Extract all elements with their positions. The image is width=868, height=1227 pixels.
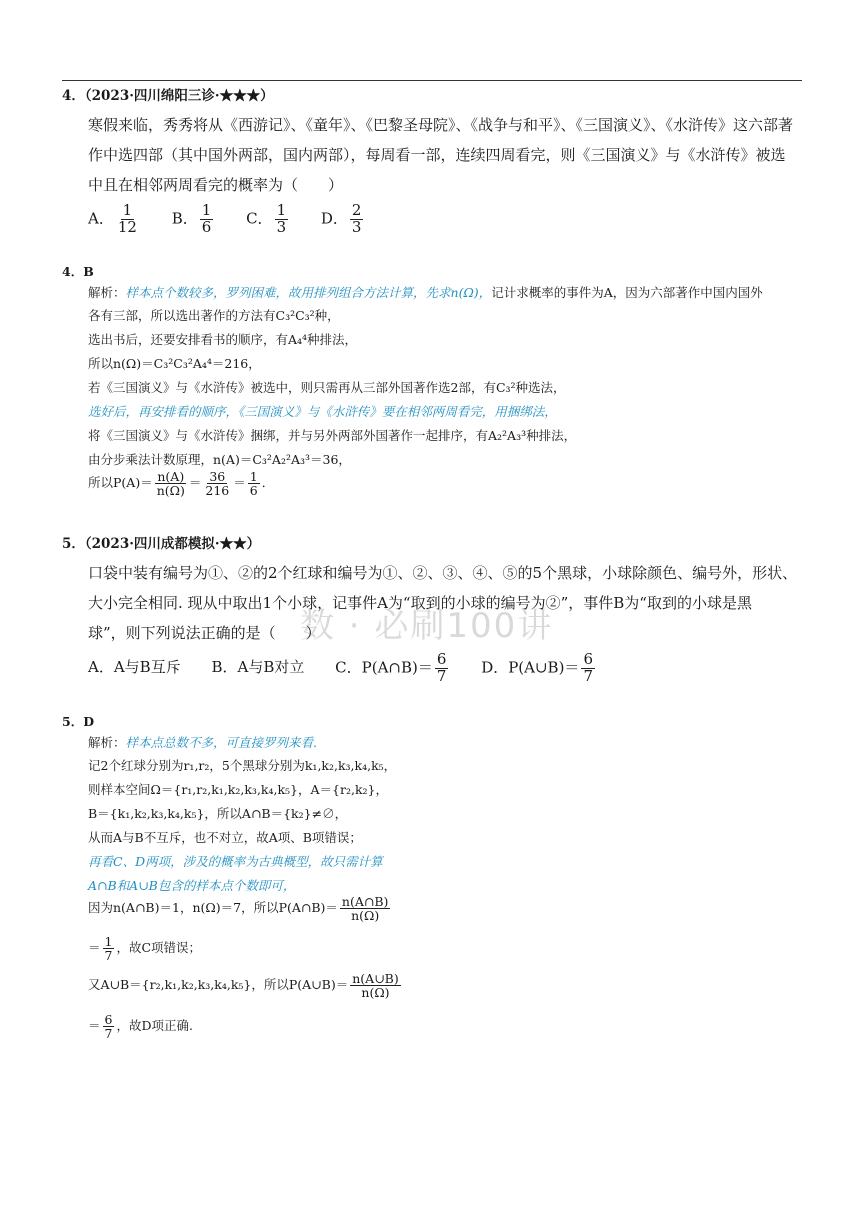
- option-c: [335, 652, 450, 685]
- denominator: 6: [249, 483, 258, 499]
- equals-sign: ＝: [188, 475, 202, 491]
- denominator: n(Ω): [361, 985, 390, 1001]
- conclusion-text: ，故C项错误；: [116, 940, 202, 956]
- analysis-label: 解析：: [88, 285, 126, 300]
- fraction-1-7: [103, 935, 115, 962]
- equals-sign: ＝: [88, 1018, 101, 1034]
- fraction-nAcupB-nOmega: [350, 972, 401, 999]
- fraction-6-7: [103, 1013, 115, 1040]
- numerator: 6: [583, 650, 593, 668]
- numerator: 6: [436, 650, 447, 668]
- question-5-heading: 5．（2023·四川成都模拟·★★）: [62, 536, 261, 552]
- denominator: 7: [436, 666, 447, 685]
- question-4-text-line-3: 中且在相邻两周看完的概率为（ ）: [88, 176, 344, 194]
- option-d: [481, 652, 597, 685]
- equals-sign: ＝: [233, 475, 246, 491]
- option-c-denominator: 3: [276, 217, 287, 236]
- numerator: 1: [249, 469, 258, 484]
- option-c-label: C．: [246, 209, 273, 228]
- formula-prefix: 所以P(A)＝: [88, 475, 153, 491]
- option-c-fraction: [275, 203, 289, 236]
- question-5-options: [88, 652, 623, 685]
- analysis-label: 解析：: [88, 735, 126, 750]
- answer-4-line-9: [88, 470, 274, 497]
- answer-5-line-3: 则样本空间Ω＝{r₁,r₂,k₁,k₂,k₃,k₄,k₅}，A＝{r₂,k₂}，: [88, 782, 388, 797]
- analysis-note: 样本点个数较多，罗列困难，故用排列组合方法计算，先求n(Ω)，: [125, 285, 492, 300]
- option-c-fraction: [435, 652, 449, 685]
- answer-4-heading: 4．B: [62, 264, 94, 279]
- formula-prefix: 因为n(A∩B)＝1，n(Ω)＝7，所以P(A∩B)＝: [88, 900, 338, 916]
- fraction-nA-nOmega: [155, 470, 187, 497]
- answer-5-line-1: [88, 733, 317, 751]
- option-a-denominator: 12: [117, 217, 137, 236]
- option-b-denominator: 6: [201, 217, 212, 236]
- answer-5-line-10: [88, 972, 403, 999]
- answer-4-line-4: 所以n(Ω)＝C₃²C₃²A₄⁴＝216，: [88, 356, 261, 371]
- question-4-text-line-1: 寒假来临，秀秀将从《西游记》、《童年》、《巴黎圣母院》、《战争与和平》、《三国演义》、《水浒传》这六部著: [88, 116, 794, 134]
- answer-4-line-8: 由分步乘法计数原理，n(A)＝C₃²A₂²A₃³＝36，: [88, 452, 351, 467]
- answer-4-line-6: 选好后，再安排看的顺序，《三国演义》与《水浒传》要在相邻两周看完，用捆绑法，: [88, 404, 557, 419]
- option-d-denominator: 3: [351, 217, 362, 236]
- option-b: B．A与B对立: [211, 658, 305, 677]
- denominator: 7: [104, 948, 113, 964]
- answer-5-line-11: [88, 1013, 193, 1040]
- question-4-text-line-2: 作中选四部（其中国外两部，国内两部），每周看一部，连续四周看完，则《三国演义》与《水浒传》被选: [88, 146, 786, 164]
- option-d-numerator: 2: [351, 201, 362, 219]
- numerator: 36: [209, 469, 226, 484]
- option-c-numerator: 1: [276, 201, 287, 219]
- answer-5-line-9: [88, 935, 201, 962]
- option-b-numerator: 1: [201, 201, 212, 219]
- option-a-fraction: [116, 203, 139, 236]
- answer-4-line-2: 各有三部，所以选出著作的方法有C₃²C₃²种，: [88, 308, 340, 323]
- answer-5-line-2: 记2个红球分别为r₁,r₂，5个黑球分别为k₁,k₂,k₃,k₄,k₅，: [88, 758, 397, 773]
- denominator: 7: [583, 666, 593, 685]
- denominator: n(Ω): [156, 483, 185, 499]
- option-d-fraction: [350, 203, 364, 236]
- answer-5-line-8: [88, 895, 392, 922]
- numerator: 1: [104, 934, 113, 949]
- period: ．: [261, 475, 275, 491]
- option-a: A．A与B互斥: [88, 658, 181, 677]
- answer-5-heading: 5．D: [62, 714, 95, 729]
- denominator: n(Ω): [351, 908, 380, 924]
- answer-4-line-1: [88, 283, 763, 301]
- option-d: [321, 203, 366, 236]
- formula-prefix: 又A∪B＝{r₂,k₁,k₂,k₃,k₄,k₅}，所以P(A∪B)＝: [88, 977, 349, 993]
- numerator: n(A∪B): [352, 971, 399, 986]
- option-c-label: C．P(A∩B)＝: [335, 658, 433, 677]
- option-a-numerator: 1: [122, 201, 133, 219]
- numerator: n(A∩B): [341, 894, 389, 909]
- analysis-note: 样本点总数不多，可直接罗列来看.: [125, 735, 317, 750]
- answer-4-line-3: 选出书后，还要安排看书的顺序，有A₄⁴种排法，: [88, 332, 358, 347]
- question-5-text-line-2: 大小完全相同. 现从中取出1个小球，记事件A为“取到的小球的编号为②”，事件B为“取到的小球是黑: [88, 594, 752, 612]
- answer-5-line-7: A∩B和A∪B包含的样本点个数即可，: [88, 878, 296, 893]
- denominator: 216: [205, 483, 230, 499]
- answer-4-line-5: 若《三国演义》与《水浒传》被选中，则只需再从三部外国著作选2部，有C₃²种选法，: [88, 380, 566, 395]
- option-d-label: D．P(A∪B)＝: [481, 658, 580, 677]
- option-d-label: D．: [320, 209, 348, 228]
- question-5-text-line-3: 球”，则下列说法正确的是（ ）: [88, 624, 321, 642]
- question-5-text-line-1: 口袋中装有编号为①、②的2个红球和编号为①、②、③、④、⑤的5个黑球，小球除颜色、编号外，形状、: [88, 564, 798, 582]
- option-a: [88, 203, 141, 236]
- denominator: 7: [104, 1026, 113, 1042]
- option-b-fraction: [200, 203, 214, 236]
- answer-5-line-5: 从而A与B不互斥，也不对立，故A项、B项错误；: [88, 830, 362, 845]
- numerator: n(A): [157, 469, 185, 484]
- option-b: [172, 203, 216, 236]
- analysis-text: 记计求概率的事件为A，因为六部著作中国内国外: [491, 285, 763, 300]
- conclusion-text: ，故D项正确.: [116, 1018, 193, 1034]
- answer-4-line-7: 将《三国演义》与《水浒传》捆绑，并与另外两部外国著作一起排序，有A₂²A₃³种排法，: [88, 428, 577, 443]
- fraction-1-6: [248, 470, 260, 497]
- answer-5-line-4: B＝{k₁,k₂,k₃,k₄,k₅}，所以A∩B＝{k₂}≠∅，: [88, 806, 348, 821]
- option-d-fraction: [581, 652, 595, 685]
- numerator: 6: [104, 1012, 113, 1027]
- fraction-36-216: [203, 470, 231, 497]
- question-4-options: [88, 203, 391, 236]
- option-a-label: A．: [88, 209, 114, 228]
- option-c: [246, 203, 290, 236]
- answer-5-line-6: 再看C、D两项，涉及的概率为古典概型，故只需计算: [88, 854, 383, 869]
- header-rule: [62, 80, 802, 81]
- fraction-nAcapB-nOmega: [340, 895, 391, 922]
- question-4-heading: 4．（2023·四川绵阳三诊·★★★）: [62, 88, 274, 104]
- equals-sign: ＝: [88, 940, 101, 956]
- option-b-label: B．: [171, 209, 198, 228]
- watermark: 数 · 必刷100讲: [300, 606, 554, 646]
